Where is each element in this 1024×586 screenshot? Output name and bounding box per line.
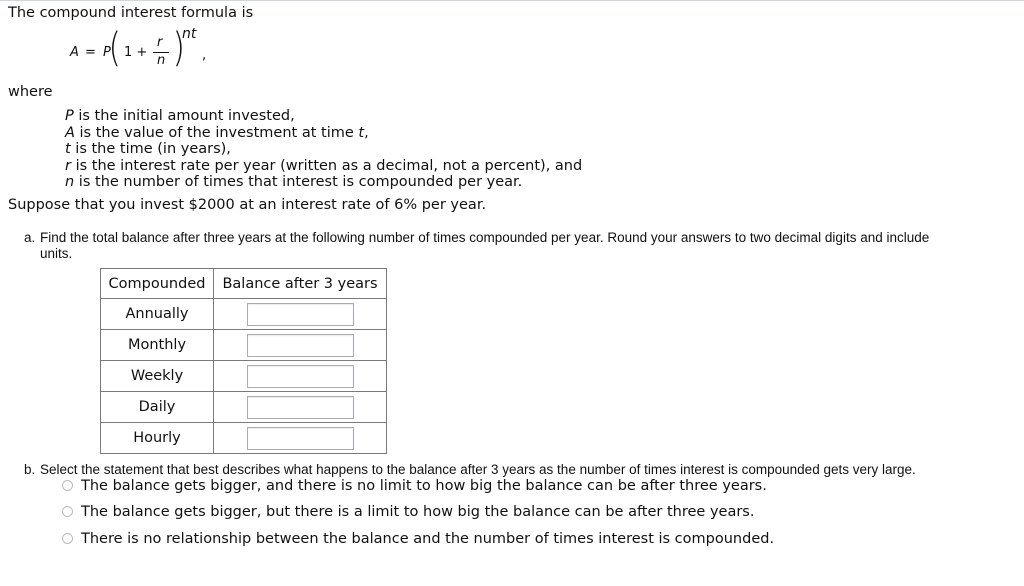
balance-input-monthly[interactable]: [247, 334, 354, 357]
intro-text: The compound interest formula is: [8, 5, 254, 21]
formula-right-paren: ): [172, 25, 186, 71]
table-row: [101, 330, 387, 361]
part-a-question-line2: units.: [40, 246, 73, 261]
definition-P: P is the initial amount invested,: [65, 108, 295, 124]
table-row: [101, 392, 387, 423]
balance-input-weekly[interactable]: [247, 365, 354, 388]
definition-t: t is the time (in years),: [65, 141, 231, 157]
formula-one-plus: 1 +: [124, 45, 148, 60]
option-label-no-relationship: There is no relationship between the balance and the number of times interest is compounded.: [81, 531, 775, 547]
radio-button-no-relationship[interactable]: [62, 533, 73, 544]
formula-exponent: nt: [182, 26, 197, 42]
definition-r: r is the interest rate per year (written as a decimal, not a percent), and: [65, 157, 583, 174]
option-no-limit[interactable]: [62, 478, 767, 494]
table-row: [101, 423, 387, 454]
balance-input-daily[interactable]: [247, 396, 354, 419]
radio-button-no-limit[interactable]: [62, 480, 73, 491]
table-row: [101, 361, 387, 392]
row-label-daily: Daily: [101, 392, 214, 423]
formula-trailing-comma: ,: [202, 48, 207, 63]
table-row: [101, 299, 387, 330]
part-b-question: Select the statement that best describes what happens to the balance after 3 years as the number of times interest is compounded gets very large.: [40, 462, 916, 477]
option-label-no-limit: The balance gets bigger, and there is no limit to how big the balance can be after three years.: [81, 478, 767, 494]
formula-r: r: [157, 35, 163, 50]
option-limit[interactable]: [62, 504, 754, 520]
row-label-monthly: Monthly: [101, 330, 214, 361]
formula-equals: =: [85, 45, 96, 60]
row-label-annually: Annually: [101, 299, 214, 330]
balance-input-annually[interactable]: [247, 303, 354, 326]
variable-definitions: [65, 108, 582, 191]
where-label: where: [8, 84, 53, 100]
formula-A: A: [70, 45, 79, 60]
part-b-prefix: b.: [24, 462, 36, 477]
definition-n: n is the number of times that interest is compounded per year.: [65, 174, 523, 190]
radio-button-limit[interactable]: [62, 506, 73, 517]
part-a-prefix: a.: [24, 230, 36, 245]
formula-n: n: [157, 53, 166, 68]
balance-input-hourly[interactable]: [247, 427, 354, 450]
definition-A: A is the value of the investment at time t,: [65, 124, 369, 141]
header-compounded: Compounded: [101, 269, 214, 299]
option-label-limit: The balance gets bigger, but there is a limit to how big the balance can be after three years.: [81, 504, 755, 520]
row-label-weekly: Weekly: [101, 361, 214, 392]
top-divider: [0, 0, 1024, 1]
formula-left-paren: (: [108, 25, 122, 71]
table-header-row: [101, 269, 387, 299]
compound-interest-formula: [70, 25, 240, 82]
balance-table: [100, 268, 387, 454]
suppose-statement: Suppose that you invest $2000 at an interest rate of 6% per year.: [8, 197, 487, 213]
row-label-hourly: Hourly: [101, 423, 214, 454]
option-no-relationship[interactable]: [62, 531, 774, 547]
formula-P: P: [103, 45, 111, 60]
part-a-question-line1: Find the total balance after three years at the following number of times compounded per year. Round your answers to two decimal digits and include: [40, 230, 930, 245]
header-balance: Balance after 3 years: [214, 269, 387, 299]
